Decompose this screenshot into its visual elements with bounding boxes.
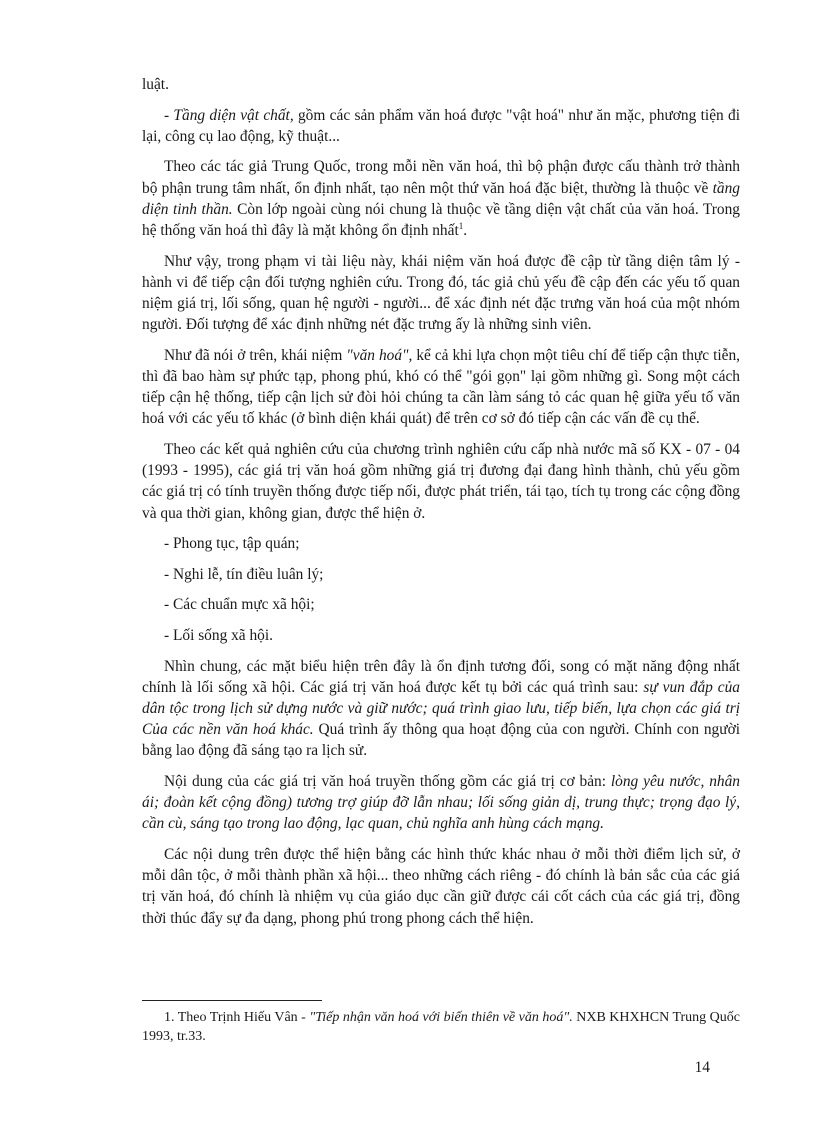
paragraph-material-layer: - Tầng diện vật chất, gồm các sản phẩm văn hoá được "vật hoá" như ăn mặc, phương tiện đi lại, công cụ lao động, kỹ thuật...	[142, 106, 740, 145]
emphasis-text: tầng diện tinh thần.	[142, 179, 740, 218]
paragraph-traditional-values: Nội dung của các giá trị văn hoá truyền thống gồm các giá trị cơ bản: lòng yêu nước, nhân ái; đoàn kết cộng đồng) tương trợ giúp đỡ lẫn nhau; lối sống giản dị, trung thực; trọng đạo lý, cần cù, sáng tạo trong lao động, lạc quan, chủ nghĩa anh hùng cách mạng.	[142, 772, 740, 833]
footnote-title: "Tiếp nhận văn hoá với biến thiên về văn hoá".	[309, 1010, 573, 1025]
list-item: - Phong tục, tập quán;	[164, 535, 300, 553]
paragraph-scope: Như vậy, trong phạm vi tài liệu này, khái niệm văn hoá được đề cập từ tầng diện tâm lý - hành vi để tiếp cận đối tượng nghiên cứu. Trong đó, tác giả chủ yếu đề cập đến các yếu tố quan niệm giá trị, lối sống, quan hệ người - người... để xác định nét đặc trưng văn hoá của một nhóm người. Đối tượng để xác định những nét đặc trưng ấy là những sinh viên.	[142, 252, 740, 334]
paragraph-research-results: Theo các kết quả nghiên cứu của chương trình nghiên cứu cấp nhà nước mã số KX - 07 - 04 (1993 - 1995), các giá trị văn hoá gồm những giá trị đương đại đang hình thành, chủ yếu gồm các giá trị có tính truyền thống được tiếp nối, được phát triển, tái tạo, tích tụ trong các cộng đồng và qua thời gian, không gian, được thể hiện ở.	[142, 441, 740, 522]
emphasis-text: lòng yêu nước, nhân ái; đoàn kết cộng đồng) tương trợ giúp đỡ lẫn nhau; lối sống giản dị, trung thực; trọng đạo lý, cần cù, sáng tạo trong lao động, lạc quan, chủ nghĩa anh hùng cách mạng.	[142, 772, 740, 833]
list-item: - Các chuẩn mực xã hội;	[164, 596, 315, 614]
footnote-divider	[142, 1000, 322, 1001]
list-item: - Nghi lễ, tín điều luân lý;	[164, 565, 324, 583]
list-item: - Lối sống xã hội.	[164, 626, 274, 644]
emphasis-text: "văn hoá",	[346, 346, 413, 364]
paragraph-concept: Như đã nói ở trên, khái niệm "văn hoá", kể cả khi lựa chọn một tiêu chí để tiếp cận thực tiễn, thì đã bao hàm sự phức tạp, phong phú, khó có thể "gói gọn" lại gồm những gì. Song một cách tiếp cận hệ thống, tiếp cận lịch sử đòi hỏi chúng ta cần làm sáng tỏ các quan hệ giữa yếu tố văn hoá với các yếu tố khác (ở bình diện khái quát) để trên cơ sở đó tiếp cận các vấn đề cụ thể.	[142, 346, 740, 428]
footnote: 1. Theo Trịnh Hiếu Vân - "Tiếp nhận văn hoá với biến thiên về văn hoá". NXB KHXHCN Trung Quốc 1993, tr.33.	[142, 1010, 740, 1044]
paragraph-0: luật.	[142, 76, 169, 93]
paragraph-chinese-authors: Theo các tác giả Trung Quốc, trong mỗi nền văn hoá, thì bộ phận được cấu thành trở thành bộ phận trung tâm nhất, ổn định nhất, tạo nên một thứ văn hoá đặc biệt, thường là thuộc về tầng diện tinh thần. Còn lớp ngoài cùng nói chung là thuộc về tầng diện vật chất của văn hoá. Trong hệ thống văn hoá thì đây là mặt không ổn định nhất$^1$.	[142, 158, 740, 239]
emphasis-text: - Tầng diện vật chất,	[164, 106, 294, 124]
page-number: 14	[694, 1059, 710, 1076]
footnote-ref[interactable]: 1	[458, 220, 464, 231]
document-body	[142, 74, 740, 938]
paragraph-expression: Các nội dung trên được thể hiện bằng các hình thức khác nhau ở mỗi thời điểm lịch sử, ở mỗi dân tộc, ở mỗi thành phần xã hội... theo những cách riêng - đó chính là bản sắc của các giá trị văn hoá, đó chính là nhiệm vụ của giáo dục cần giữ được cái cốt cách của các giá trị, đồng thời thúc đẩy sự đa dạng, phong phú trong phong cách thể hiện.	[142, 845, 740, 927]
emphasis-text: sự vun đắp của dân tộc trong lịch sử dựng nước và giữ nước; quá trình giao lưu, tiếp biến, lựa chọn các giá trị Của các nền văn hoá khác.	[142, 678, 740, 739]
paragraph-overview: Nhìn chung, các mặt biểu hiện trên đây là ổn định tương đối, song có mặt năng động nhất chính là lối sống xã hội. Các giá trị văn hoá được kết tụ bởi các quá trình sau: sự vun đắp của dân tộc trong lịch sử dựng nước và giữ nước; quá trình giao lưu, tiếp biến, lựa chọn các giá trị Của các nền văn hoá khác. Quá trình ấy thông qua hoạt động của con người. Chính con người bằng lao động đã sáng tạo ra lịch sử.	[142, 657, 740, 760]
